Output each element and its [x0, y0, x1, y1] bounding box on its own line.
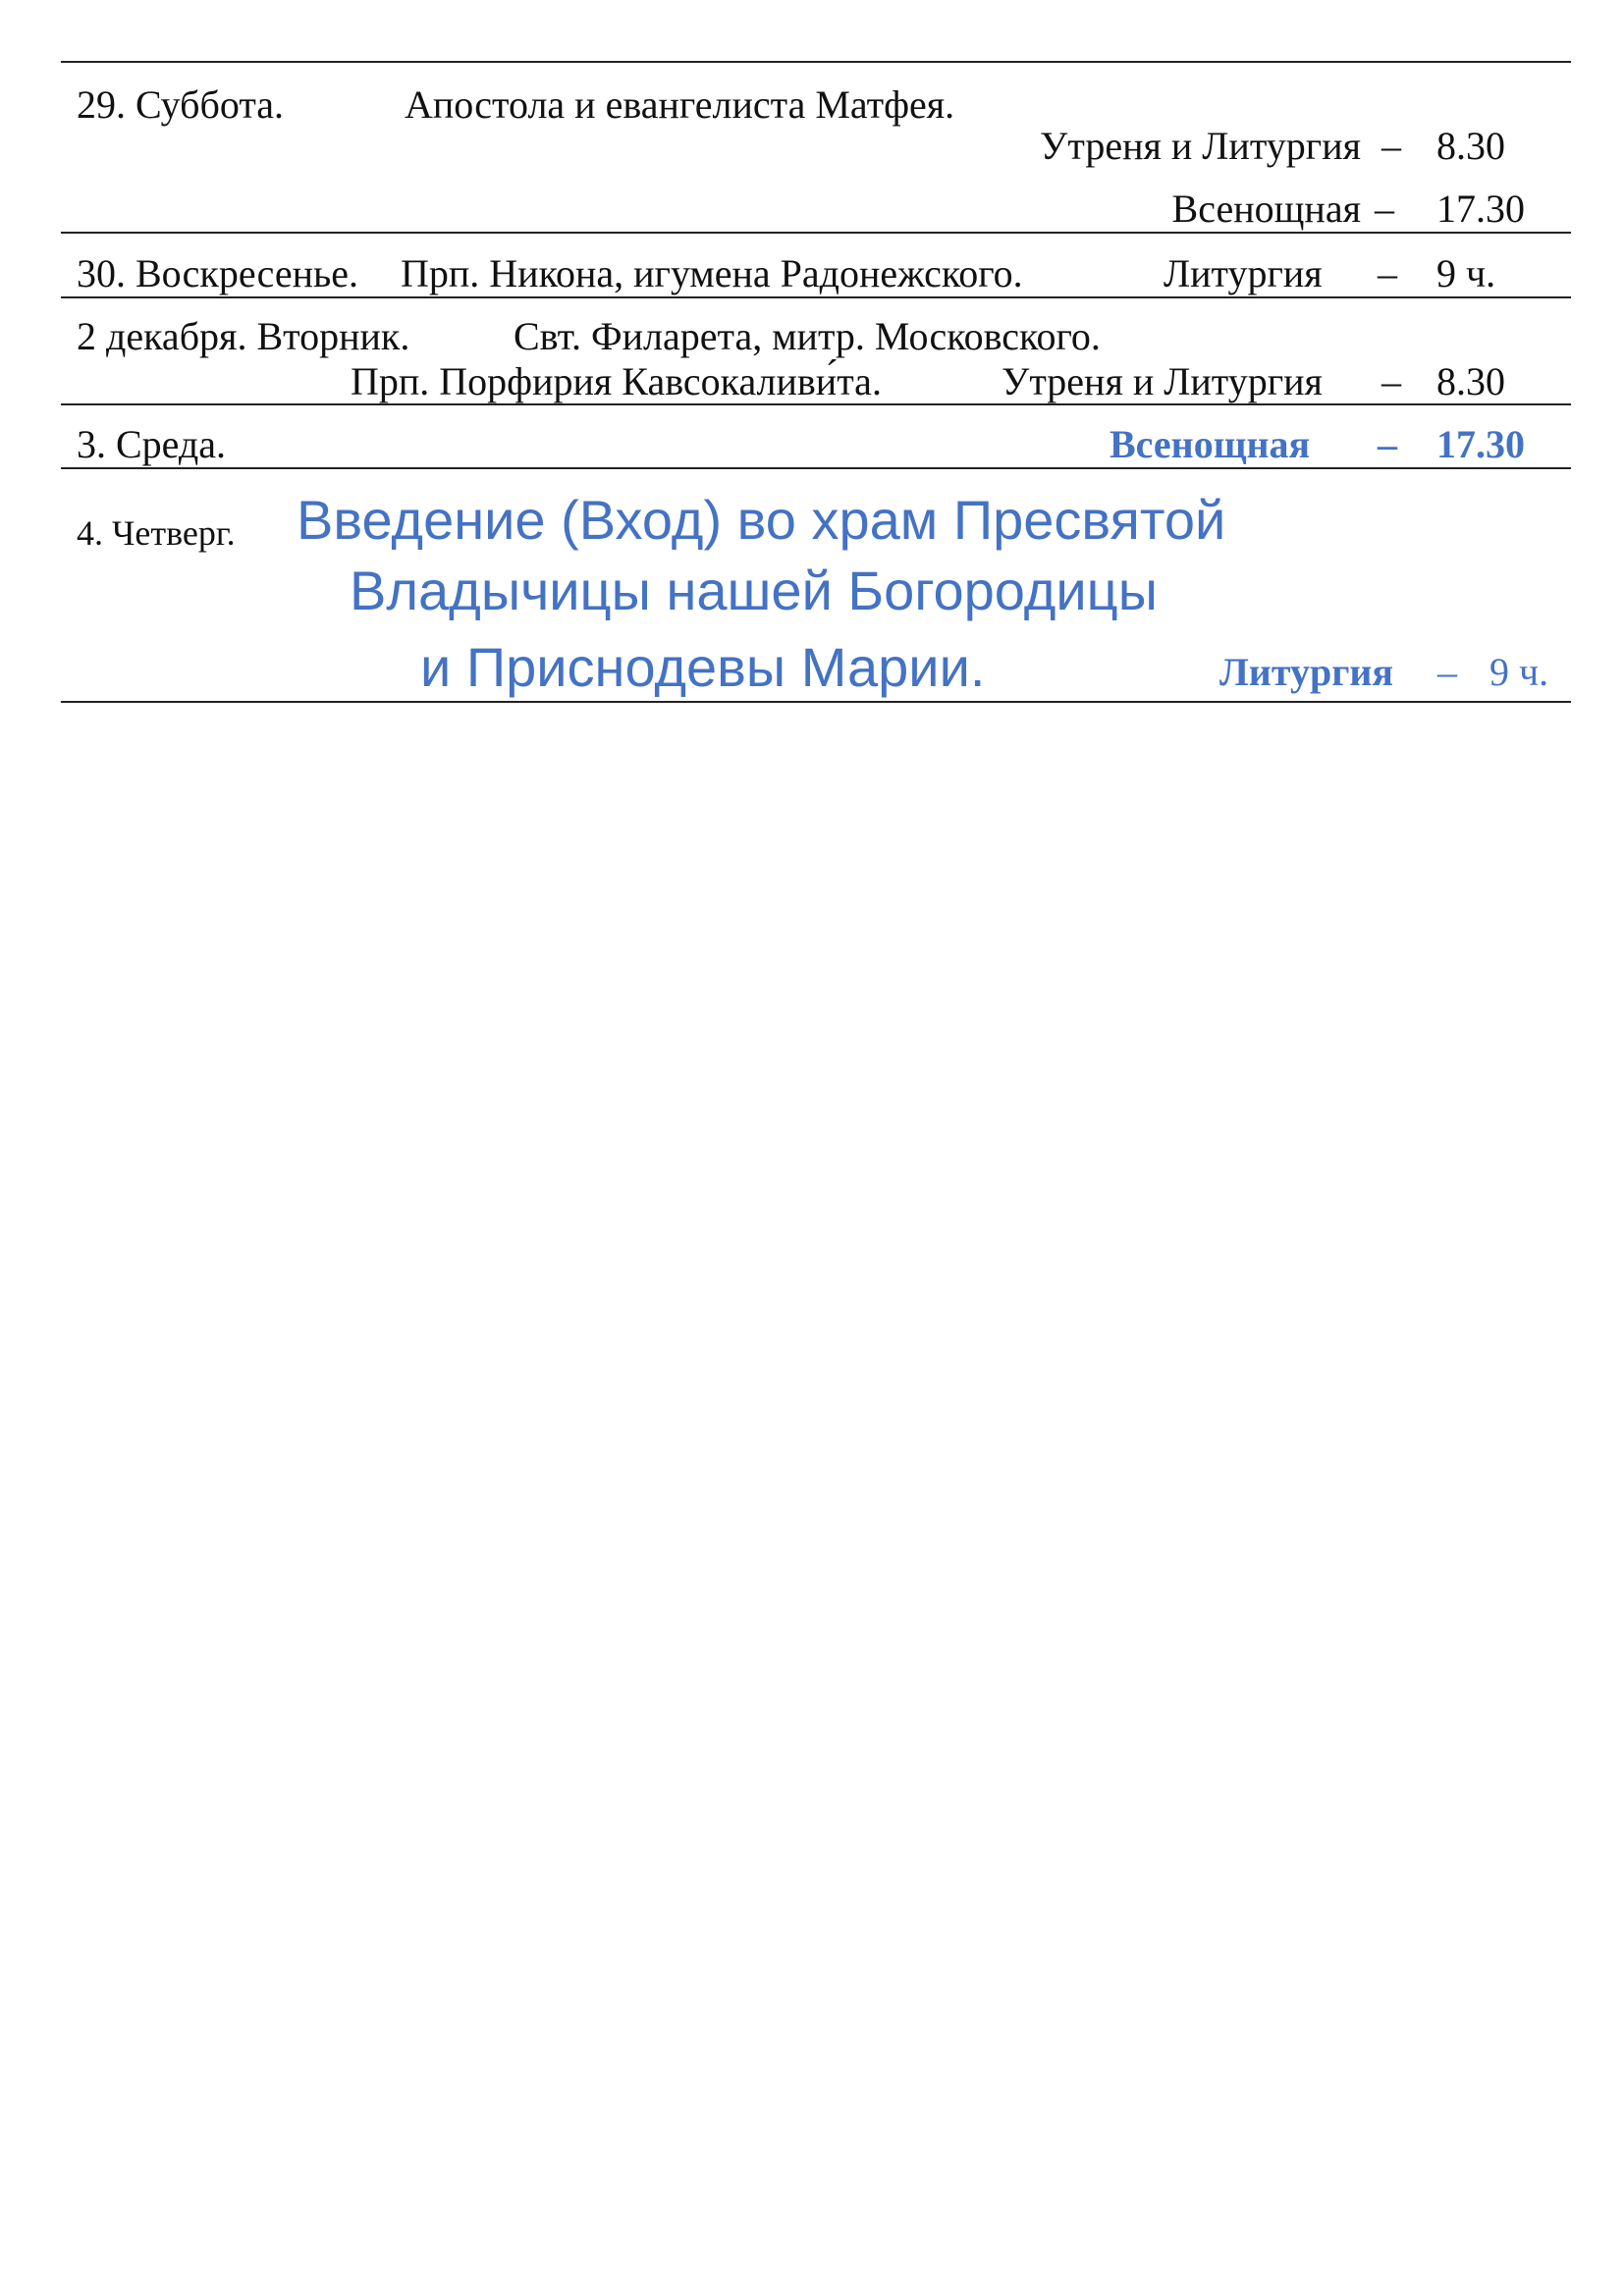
service-time: 17.30 — [1436, 422, 1525, 466]
service-time: 8.30 — [1436, 124, 1505, 168]
entry-date: 29. Суббота. — [77, 82, 285, 127]
entry-commemoration: Свт. Филарета, митр. Московского. — [514, 314, 1101, 358]
service-name: Литургия — [1219, 650, 1394, 694]
entry-date: 2 декабря. Вторник. — [77, 314, 410, 358]
service-time: 9 ч. — [1489, 650, 1549, 694]
service-dash: – — [1375, 187, 1394, 231]
service-time: 17.30 — [1436, 187, 1525, 231]
divider — [61, 296, 1571, 298]
service-name: Утреня и Литургия — [1001, 359, 1323, 403]
service-time: 9 ч. — [1436, 251, 1496, 295]
service-dash: – — [1378, 251, 1397, 295]
service-name: Всенощная — [1110, 422, 1311, 466]
entry-commemoration: Прп. Никона, игумена Радонежского. — [401, 251, 1023, 295]
entry-date: 4. Четверг. — [77, 513, 236, 553]
service-time: 8.30 — [1436, 359, 1505, 403]
feast-title-line: Владычицы нашей Богородицы — [350, 560, 1158, 621]
entry-date: 30. Воскресенье. — [77, 251, 359, 295]
service-name: Литургия — [1164, 251, 1323, 295]
divider — [61, 61, 1571, 63]
service-dash: – — [1437, 650, 1457, 694]
service-dash: – — [1381, 359, 1401, 403]
divider — [61, 701, 1571, 703]
divider — [61, 232, 1571, 234]
divider — [61, 403, 1571, 405]
service-name: Утреня и Литургия — [1040, 124, 1361, 168]
entry-date: 3. Среда. — [77, 422, 227, 466]
service-dash: – — [1378, 422, 1397, 466]
feast-title-line: и Приснодевы Марии. — [420, 636, 986, 698]
entry-commemoration: Апостола и евангелиста Матфея. — [405, 82, 955, 127]
service-name: Всенощная — [1171, 187, 1361, 231]
divider — [61, 467, 1571, 469]
feast-title-line: Введение (Вход) во храм Пресвятой — [297, 489, 1226, 551]
entry-commemoration-second: Прп. Порфирия Кавсокаливи́та. — [351, 359, 882, 403]
service-dash: – — [1381, 124, 1401, 168]
